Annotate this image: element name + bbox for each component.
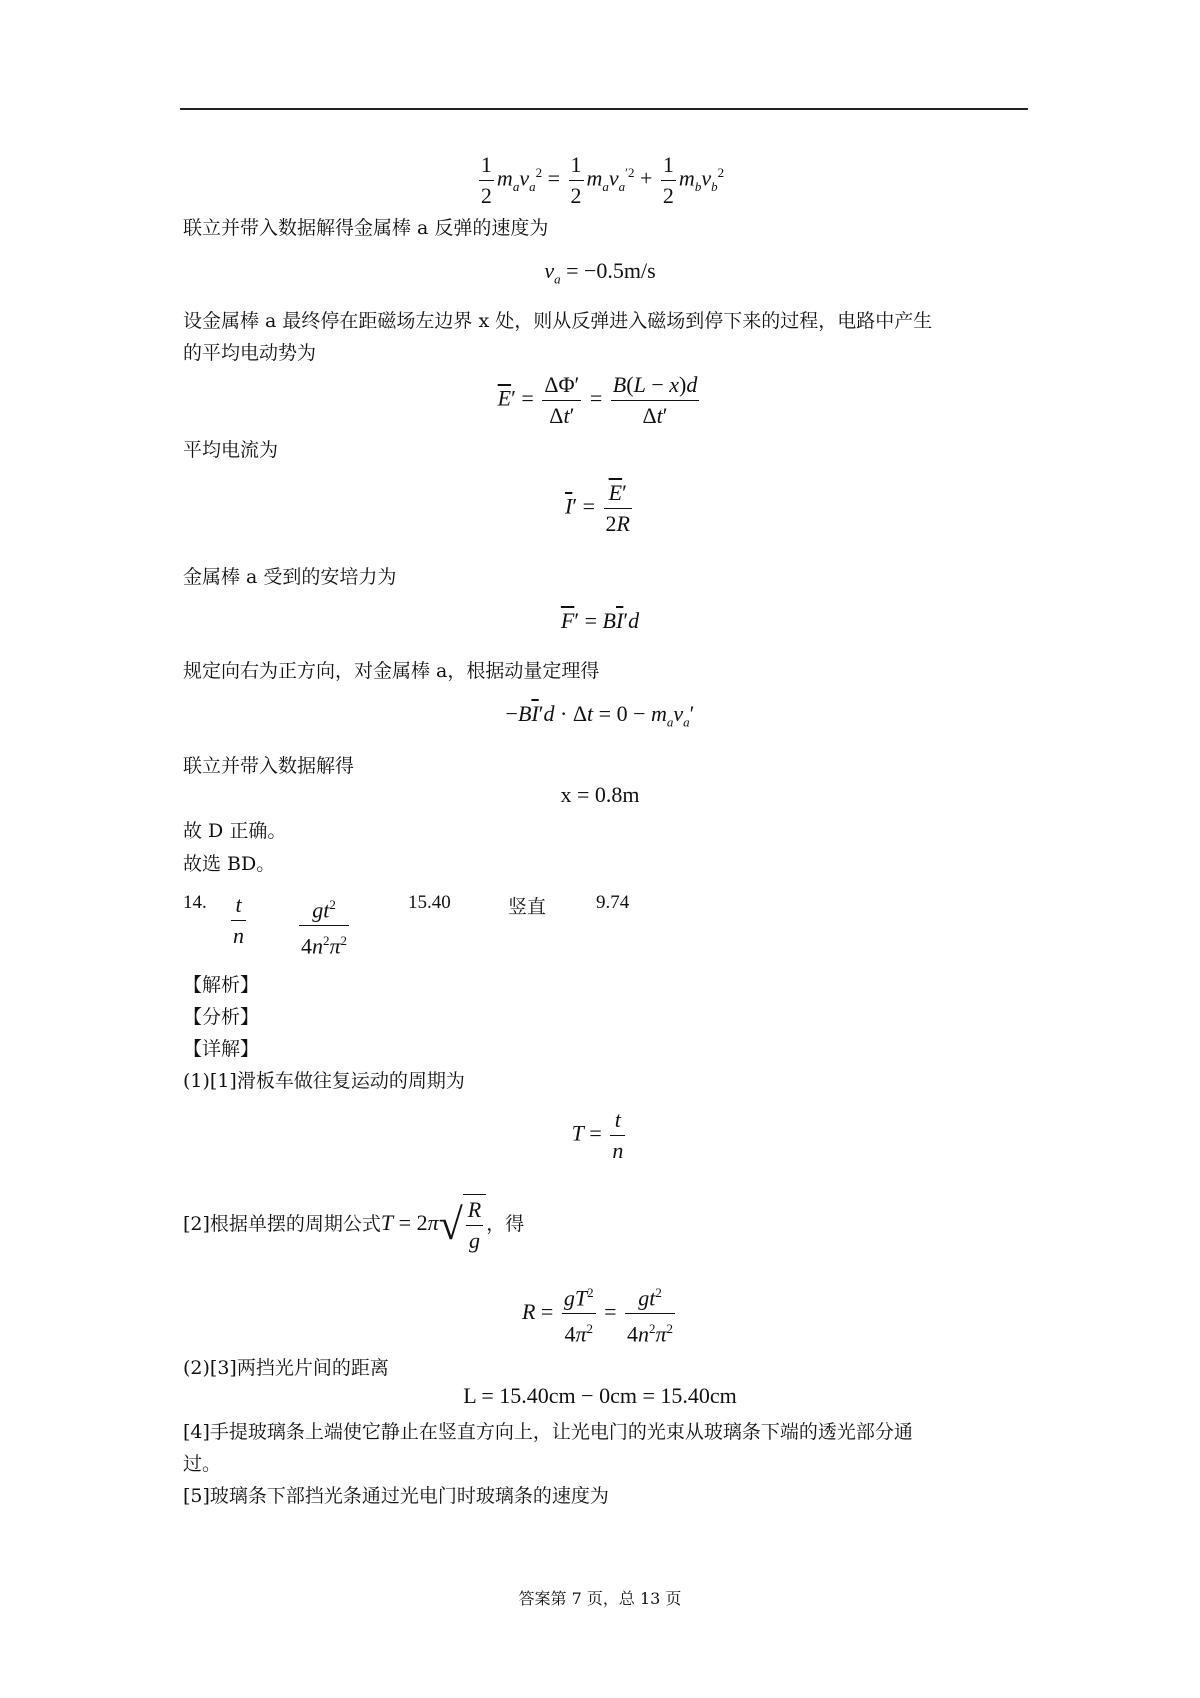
text-line: 的平均电动势为 — [183, 342, 317, 364]
equation-va: $v_a = -0.5m/s$ — [544, 258, 656, 287]
text-line: 联立并带入数据解得金属棒 a 反弹的速度为 — [183, 217, 549, 239]
answer-radius-fraction: $\frac{gt^2}{4n^2\pi^2}$ — [296, 890, 352, 962]
section-label: 【解析】 — [183, 974, 260, 996]
L-result: L = 15.40cm − 0cm = 15.40cm — [463, 1383, 737, 1408]
text-line: 金属棒 a 受到的安培力为 — [183, 566, 397, 588]
text-line: 过。 — [183, 1453, 222, 1475]
equation-current: $\overline{I}'$ = $\frac{\overline{E}'}{2R}$ — [564, 480, 630, 536]
equation-radius: R = $\frac{gT^2}{4\pi^2}$ = $\frac{gt^2}{4n^2\pi^2}$ — [0, 1278, 1200, 1350]
equation-emf: $\overline{E}'$ = $\frac{\Delta\Phi'}{\Delta t'}$ = $\frac{B(L - x)d}{\Delta t'}$ — [497, 372, 698, 428]
page-footer: 答案第 7 页，总 13 页 — [518, 1589, 682, 1608]
va-result: = −0.5m/s — [566, 258, 656, 283]
text-line — [183, 1194, 524, 1256]
text-line: [5]玻璃条下部挡光条通过光电门时玻璃条的速度为 — [183, 1485, 609, 1507]
text-line: 设金属棒 a 最终停在距磁场左边界 x 处，则从反弹进入磁场到停下来的过程，电路中产生 — [183, 310, 933, 332]
text-line: 平均电流为 — [183, 439, 279, 461]
answer-value-3: 15.40 — [408, 892, 451, 913]
equation-force: $\overline{F}' = B\overline{I}'d$ — [560, 608, 640, 633]
equation-x — [0, 782, 1200, 808]
question-number: 14. — [183, 892, 207, 913]
equation-momentum: $-B\overline{I}'d \cdot \Delta t = 0 - m_av_a'$ — [505, 701, 695, 730]
x-result: x = 0.8m — [560, 782, 640, 807]
answer-value-4: 竖直 — [508, 897, 547, 918]
text-line: 故 D 正确。 — [183, 820, 287, 842]
text-line: 故选 BD。 — [183, 853, 276, 875]
section-label: 【详解】 — [183, 1038, 260, 1060]
text-line: (2)[3]两挡光片间的距离 — [183, 1357, 389, 1379]
text-line: [4]手提玻璃条上端使它静止在竖直方向上，让光电门的光束从玻璃条下端的透光部分通 — [183, 1421, 913, 1443]
text-fragment: [2]根据单摆的周期公式 — [183, 1213, 381, 1236]
section-label: 【分析】 — [183, 1006, 260, 1028]
inline-pendulum-formula: T = 2π√ $\frac{R}{g}$ — [381, 1210, 486, 1235]
answer-value-5: 9.74 — [596, 892, 630, 913]
text-line: 规定向右为正方向，对金属棒 a，根据动量定理得 — [183, 660, 600, 682]
text-line: (1)[1]滑板车做往复运动的周期为 — [183, 1070, 465, 1092]
header-rule — [180, 108, 1028, 110]
text-line: 联立并带入数据解得 — [183, 755, 355, 777]
text-fragment: ，得 — [486, 1213, 525, 1236]
answer-period-fraction: $\frac{t}{n}$ — [233, 892, 244, 948]
equation-energy: $\frac{1}{2}$ $m_av_a^2$ = $\frac{1}{2}$ $m_av_a^{'2}$ + $\frac{1}{2}$ $m_bv_b^2$ — [480, 152, 725, 208]
equation-period: T = $\frac{t}{n}$ — [571, 1107, 624, 1163]
equation-L — [0, 1383, 1200, 1409]
